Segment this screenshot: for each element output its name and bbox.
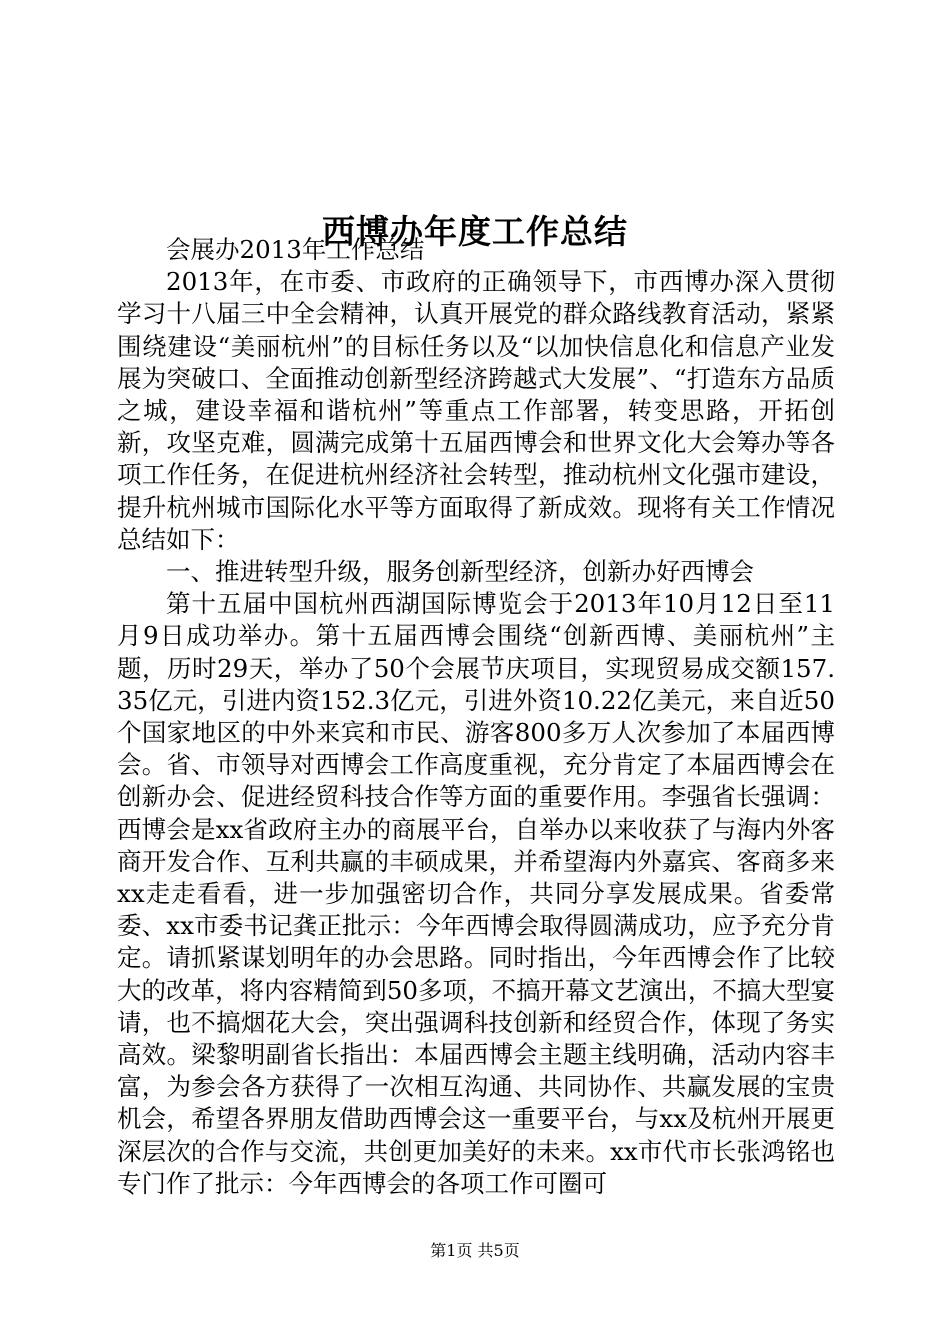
paragraph-intro: 2013年，在市委、市政府的正确领导下，市西博办深入贯彻学习十八届三中全会精神，认真开展党的群众路线教育活动，紧紧围绕建设“美丽杭州”的目标任务以及“以加快信息化和信息产业发展为突破口、全面推动创新型经济跨越式大发展”、“打造东方品质之城，建设幸福和谐杭州”等重点工作部署，转变思路，开拓创新，攻坚克难，圆满完成第十五届西博会和世界文化大会筹办等各项工作任务，在促进杭州经济社会转型，推动杭州文化强市建设，提升杭州城市国际化水平等方面取得了新成效。现将有关工作情况总结如下： xyxy=(117,267,835,554)
paragraph-section-heading: 一、推进转型升级，服务创新型经济，创新办好西博会 xyxy=(166,557,754,587)
page-number-footer: 第1页 共5页 xyxy=(430,1241,520,1260)
document-body xyxy=(117,234,835,1200)
paragraph-subtitle: 会展办2013年工作总结 xyxy=(166,235,425,264)
paragraph-expo-details: 第十五届中国杭州西湖国际博览会于2013年10月12日至11月9日成功举办。第十五届西博会围绕“创新西博、美丽杭州”主题，历时29天，举办了50个会展节庆项目，实现贸易成交额157.35亿元，引进内资152.3亿元，引进外资10.22亿美元，来自近50个国家地区的中外来宾和市民、游客800多万人次参加了本届西博会。省、市领导对西博会工作高度重视，充分肯定了本届西博会在创新办会、促进经贸科技合作等方面的重要作用。李强省长强调：西博会是xx省政府主办的商展平台，自举办以来收获了与海内外客商开发合作、互利共赢的丰硕成果，并希望海内外嘉宾、客商多来xx走走看看，进一步加强密切合作，共同分享发展成果。省委常委、xx市委书记龚正批示：今年西博会取得圆满成功，应予充分肯定。请抓紧谋划明年的办会思路。同时指出，今年西博会作了比较大的改革，将内容精简到50多项，不搞开幕文艺演出，不搞大型宴请，也不搞烟花大会，突出强调科技创新和经贸合作，体现了务实高效。梁黎明副省长指出：本届西博会主题主线明确，活动内容丰富，为参会各方获得了一次相互沟通、共同协作、共赢发展的宝贵机会，希望各界朋友借助西博会这一重要平台，与xx及杭州开展更深层次的合作与交流，共创更加美好的未来。xx市代市长张鸿铭也专门作了批示：今年西博会的各项工作可圈可 xyxy=(117,589,835,1198)
document-title: 西博办年度工作总结 xyxy=(322,212,628,252)
